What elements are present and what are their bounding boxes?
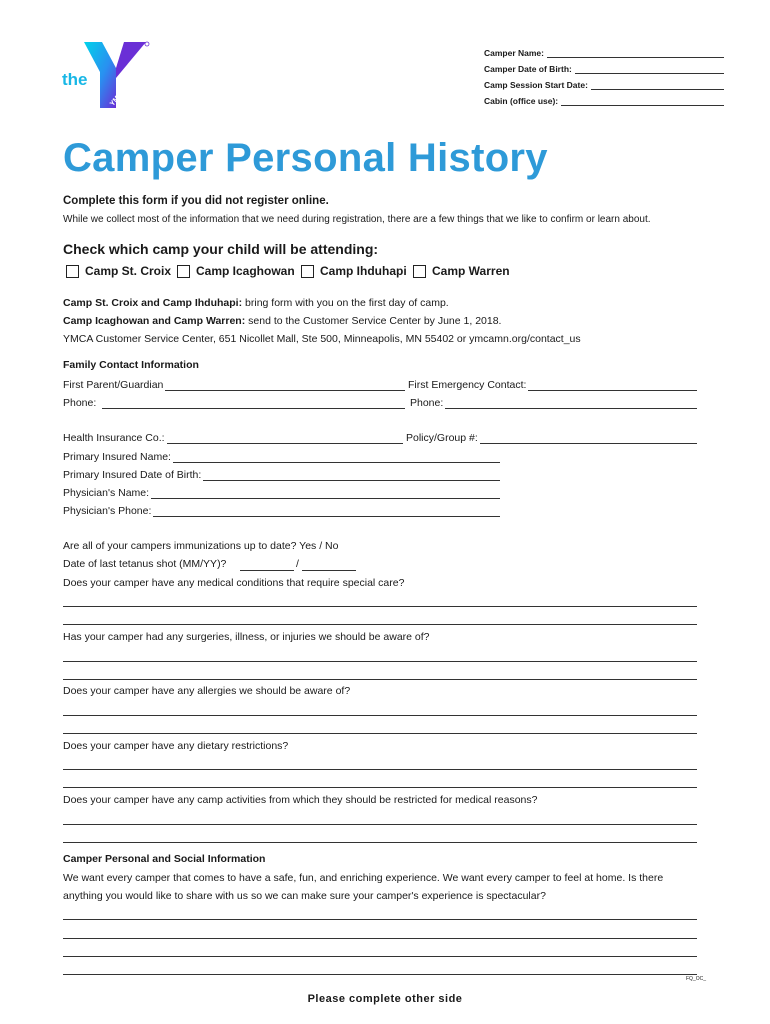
first-emergency-field[interactable] [408, 377, 697, 391]
intro-heading: Complete this form if you did not register online. [63, 195, 329, 207]
policy-group-line[interactable] [480, 431, 697, 444]
first-parent-field[interactable] [63, 377, 405, 391]
camper-dob-line[interactable] [575, 63, 724, 74]
session-start-label: Camp Session Start Date: [484, 80, 588, 90]
camper-name-line[interactable] [547, 47, 724, 58]
option-label: Camp St. Croix [85, 264, 172, 278]
answer-line[interactable] [63, 956, 697, 957]
form-code: FQ_OC_ [686, 976, 707, 982]
emergency-phone-label: Phone: [410, 397, 444, 409]
instruction-2-bold: Camp Icaghowan and Camp Warren: [63, 315, 246, 327]
family-contact-heading: Family Contact Information [63, 359, 199, 371]
option-label: Camp Ihduhapi [320, 264, 407, 278]
answer-line[interactable] [63, 974, 697, 975]
option-label: Camp Warren [432, 264, 510, 278]
primary-insured-dob-field[interactable] [63, 467, 500, 481]
answer-line[interactable] [63, 824, 697, 825]
tetanus-question: Date of last tetanus shot (MM/YY)? [63, 558, 227, 570]
health-insurance-line[interactable] [167, 431, 403, 444]
answer-line[interactable] [63, 661, 697, 662]
camper-name-label: Camper Name: [484, 48, 544, 58]
answer-line[interactable] [63, 606, 697, 607]
physician-phone-label: Physician's Phone: [63, 505, 152, 517]
dietary-question: Does your camper have any dietary restrictions? [63, 740, 289, 752]
first-parent-label: First Parent/Guardian [63, 379, 164, 391]
first-parent-line[interactable] [165, 378, 405, 391]
option-camp-icaghowan[interactable] [177, 264, 295, 278]
health-insurance-label: Health Insurance Co.: [63, 432, 165, 444]
footer-note: Please complete other side [307, 993, 463, 1005]
page-title: Camper Personal History [63, 136, 548, 180]
physician-name-field[interactable] [63, 485, 500, 499]
answer-line[interactable] [63, 733, 697, 734]
answer-line[interactable] [63, 787, 697, 788]
checkbox-warren[interactable] [413, 265, 426, 278]
instruction-line-1 [63, 297, 449, 309]
primary-insured-name-field[interactable] [63, 449, 500, 463]
physician-name-label: Physician's Name: [63, 487, 150, 499]
cabin-line[interactable] [561, 95, 724, 106]
primary-insured-name-line[interactable] [173, 450, 500, 463]
camper-dob-field[interactable] [484, 60, 724, 74]
physician-phone-line[interactable] [153, 504, 500, 517]
tetanus-month-line[interactable] [240, 570, 294, 571]
ymca-logo [58, 38, 158, 118]
logo-the-text: the [62, 70, 88, 89]
immunizations-question: Are all of your campers immunizations up to date? Yes / No [63, 540, 339, 552]
first-emergency-label: First Emergency Contact: [408, 379, 527, 391]
health-insurance-field[interactable] [63, 430, 403, 444]
allergies-question: Does your camper have any allergies we should be aware of? [63, 685, 351, 697]
intro-text: While we collect most of the information that we need during registration, there are a few things that we like to confirm or learn about. [63, 214, 651, 225]
physician-name-line[interactable] [151, 486, 500, 499]
conditions-question: Does your camper have any medical conditions that require special care? [63, 577, 405, 589]
instruction-line-3: YMCA Customer Service Center, 651 Nicollet Mall, Ste 500, Minneapolis, MN 55402 or ymcamn.org/contact_us [63, 333, 581, 345]
checkbox-ihduhapi[interactable] [301, 265, 314, 278]
option-camp-ihduhapi[interactable] [301, 264, 407, 278]
social-heading: Camper Personal and Social Information [63, 853, 266, 865]
answer-line[interactable] [63, 938, 697, 939]
option-camp-warren[interactable] [413, 264, 510, 278]
primary-insured-name-label: Primary Insured Name: [63, 451, 171, 463]
answer-line[interactable] [63, 715, 697, 716]
social-text-2: anything you would like to share with us so we can make sure your camper's experience is spectacular? [63, 890, 546, 902]
first-emergency-line[interactable] [528, 378, 697, 391]
answer-line[interactable] [63, 919, 697, 920]
logo-ymca-text: YMCA [109, 87, 128, 108]
option-camp-st-croix[interactable] [66, 264, 171, 278]
physician-phone-field[interactable] [63, 503, 500, 517]
parent-phone-label: Phone: [63, 397, 97, 409]
parent-phone-field[interactable] [63, 395, 405, 409]
session-start-line[interactable] [591, 79, 724, 90]
instruction-1-bold: Camp St. Croix and Camp Ihduhapi: [63, 297, 243, 309]
primary-insured-dob-label: Primary Insured Date of Birth: [63, 469, 202, 481]
option-label: Camp Icaghowan [196, 264, 295, 278]
emergency-phone-line[interactable] [445, 396, 697, 409]
policy-group-label: Policy/Group #: [406, 432, 478, 444]
answer-line[interactable] [63, 842, 697, 843]
cabin-label: Cabin (office use): [484, 96, 559, 106]
checkbox-st-croix[interactable] [66, 265, 79, 278]
instruction-1-text: bring form with you on the first day of camp. [245, 297, 449, 309]
camp-select-heading: Check which camp your child will be attending: [63, 241, 379, 257]
tetanus-separator: / [296, 558, 299, 570]
answer-line[interactable] [63, 679, 697, 680]
answer-line[interactable] [63, 769, 697, 770]
camper-dob-label: Camper Date of Birth: [484, 64, 572, 74]
policy-group-field[interactable] [406, 430, 697, 444]
cabin-field[interactable] [484, 92, 724, 106]
instruction-2-text: send to the Customer Service Center by June 1, 2018. [248, 315, 502, 327]
instruction-line-2 [63, 315, 501, 327]
tetanus-year-line[interactable] [302, 570, 356, 571]
surgeries-question: Has your camper had any surgeries, illness, or injuries we should be aware of? [63, 631, 430, 643]
answer-line[interactable] [63, 624, 697, 625]
camper-name-field[interactable] [484, 44, 724, 58]
primary-insured-dob-line[interactable] [203, 468, 500, 481]
session-start-field[interactable] [484, 76, 724, 90]
emergency-phone-field[interactable] [410, 395, 697, 409]
parent-phone-line[interactable] [102, 396, 405, 409]
checkbox-icaghowan[interactable] [177, 265, 190, 278]
social-text-1: We want every camper that comes to have a safe, fun, and enriching experience. We want every camper to feel at home. Is there [63, 872, 664, 884]
activities-question: Does your camper have any camp activities from which they should be restricted for medical reasons? [63, 794, 538, 806]
